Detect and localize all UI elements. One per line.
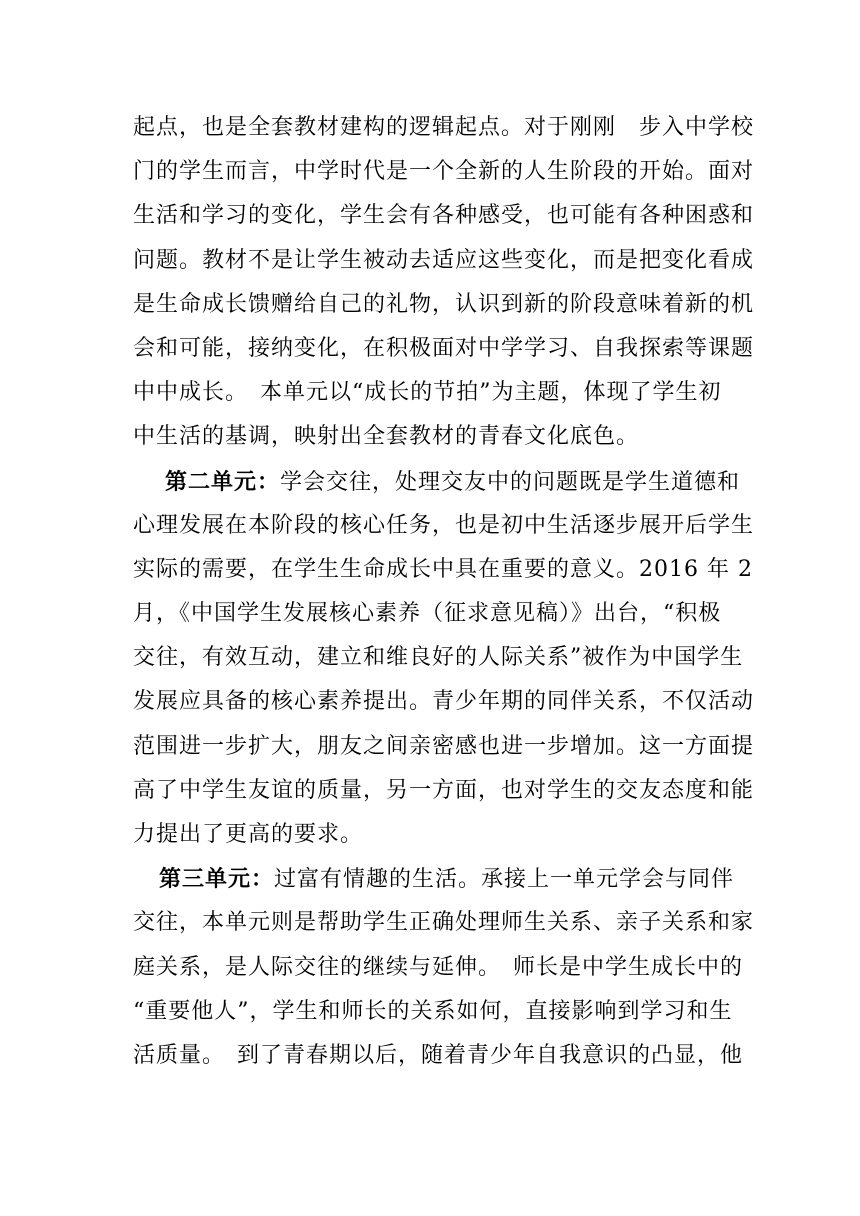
text-line: 交往，有效互动，建立和维良好的人际关系”被作为中国学生	[133, 645, 744, 671]
text-segment: 过富有情趣的生活。承接上一单元学会与同伴	[274, 867, 735, 893]
text-line: 实际的需要，在学生生命成长中具在重要的意义。2016 年 2	[133, 556, 753, 582]
text-line: 发展应具备的核心素养提出。青少年期的同伴关系，不仅活动	[133, 689, 755, 715]
text-line: 庭关系，是人际交往的继续与延伸。 师长是中学生成长中的	[133, 954, 744, 980]
paragraph-2	[133, 460, 755, 858]
text-line: 月，《中国学生发展核心素养（征求意见稿）》出台，“积极	[133, 601, 722, 627]
unit-heading: 第三单元：	[159, 866, 275, 893]
paragraph-3	[133, 857, 755, 1078]
text-line: 门的学生而言，中学时代是一个全新的人生阶段的开始。面对	[133, 159, 755, 185]
text-line: 是生命成长馈赠给自己的礼物，认识到新的阶段意味着新的机	[133, 291, 755, 317]
text-line: 中生活的基调，映射出全套教材的青春文化底色。	[133, 424, 640, 450]
text-line: 会和可能，接纳变化，在积极面对中学学习、自我探索等课题	[133, 335, 755, 361]
text-line: 高了中学生友谊的质量，另一方面，也对学生的交友态度和能	[133, 777, 755, 803]
paragraph-first-line	[133, 857, 733, 901]
text-line: 交往，本单元则是帮助学生正确处理师生关系、亲子关系和家	[133, 910, 755, 936]
text-segment: 学会交往，处理交友中的问题既是学生道德和	[280, 469, 741, 495]
paragraph-1	[133, 106, 755, 460]
text-line: 活质量。 到了青春期以后，随着青少年自我意识的凸显，他	[133, 1042, 744, 1068]
document-body	[133, 106, 755, 1078]
text-line: 范围进一步扩大，朋友之间亲密感也进一步增加。这一方面提	[133, 733, 755, 759]
text-line: 生活和学习的变化，学生会有各种感受，也可能有各种困惑和	[133, 203, 755, 229]
text-line: 中中成长。 本单元以“成长的节拍”为主题，体现了学生初	[133, 380, 722, 406]
text-line: 力提出了更高的要求。	[133, 822, 364, 847]
text-line: “重要他人”，学生和师长的关系如何，直接影响到学习和生	[133, 998, 733, 1024]
text-line: 问题。教材不是让学生被动去适应这些变化，而是把变化看成	[133, 247, 755, 273]
text-line: 起点，也是全套教材建构的逻辑起点。对于刚刚 步入中学校	[133, 115, 755, 140]
unit-heading: 第二单元：	[165, 468, 281, 495]
paragraph-first-line	[133, 460, 741, 504]
text-line: 心理发展在本阶段的核心任务，也是初中生活逐步展开后学生	[133, 512, 755, 538]
